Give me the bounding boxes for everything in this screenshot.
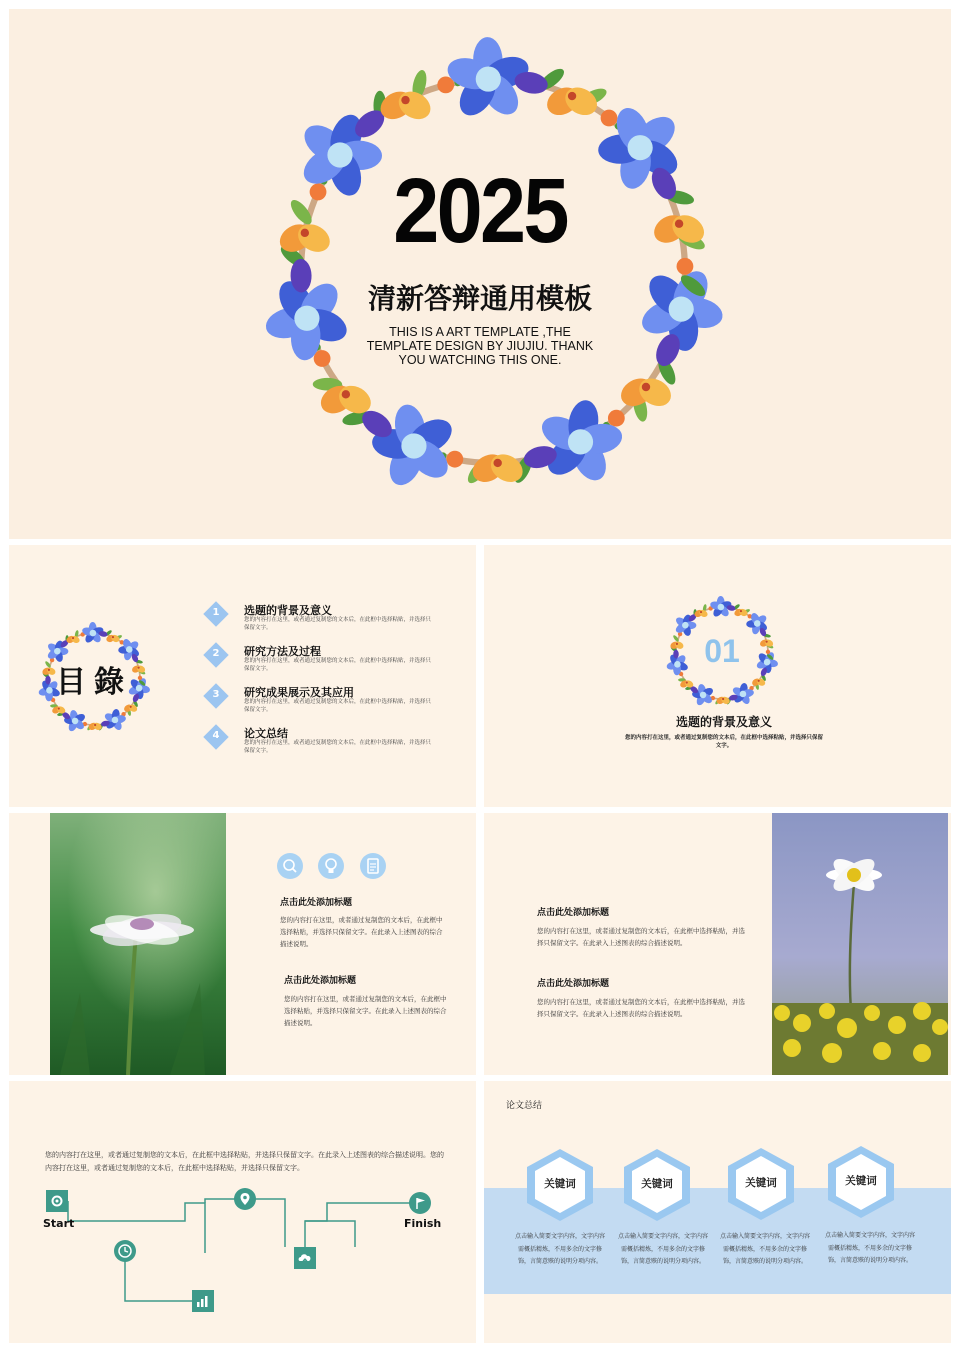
keyword-hexagon[interactable] <box>723 1146 799 1222</box>
toc-heading: 目錄 <box>56 665 132 700</box>
lightbulb-icon <box>318 853 344 879</box>
diamond-number-icon: 1 <box>204 602 228 626</box>
toc-item[interactable] <box>204 602 434 642</box>
image-text-slide[interactable] <box>9 813 476 1075</box>
keyword-label: 关键词 <box>745 1177 777 1189</box>
text-image-slide[interactable] <box>484 813 951 1075</box>
keyword-label: 关键词 <box>544 1178 576 1190</box>
section-title: 选题的背景及意义 <box>675 715 772 729</box>
block-title[interactable]: 点击此处添加标题 <box>537 979 610 989</box>
keyword-hexagon[interactable] <box>823 1144 899 1220</box>
keyword-hexagon[interactable] <box>619 1147 695 1223</box>
daisy-photo <box>50 813 226 1075</box>
toc-item-title: 研究成果展示及其应用 <box>244 686 354 699</box>
search-report-icon <box>277 853 303 879</box>
flow-start-label: Start <box>43 1217 75 1230</box>
cover-slide[interactable] <box>9 9 951 539</box>
clock-icon[interactable] <box>114 1240 136 1262</box>
block-text: 您的内容打在这里，或者通过复制您的文本后，在此框中选择粘贴，并选择只保留文字。在此录入上述图表的综合描述说明。 <box>284 995 447 1027</box>
toc-item-desc: 您的内容打在这里，或者通过复制您的文本后，在此框中选择粘贴，并选择只保留文字。 <box>244 617 432 631</box>
block-text: 您的内容打在这里，或者通过复制您的文本后，在此框中选择粘贴，并选择只保留文字。在此录入上述图表的综合描述说明。 <box>537 927 745 947</box>
location-pin-icon[interactable] <box>234 1188 256 1210</box>
toc-item-desc: 您的内容打在这里，或者通过复制您的文本后，在此框中选择粘贴，并选择只保留文字。 <box>244 740 432 754</box>
section-desc: 您的内容打在这里，或者通过复制您的文本后，在此框中选择粘贴，并选择只保留文字。 <box>624 735 823 749</box>
cover-subtitle: THIS IS A ART TEMPLATE ,THE TEMPLATE DESIGN BY JIUJIU. THANK YOU WATCHING THIS ONE. <box>366 325 594 367</box>
toc-item[interactable] <box>204 684 434 724</box>
block-text: 您的内容打在这里，或者通过复制您的文本后，在此框中选择粘贴，并选择只保留文字。在此录入上述图表的综合描述说明。 <box>537 998 745 1018</box>
flow-description: 您的内容打在这里，或者通过复制您的文本后，在此框中选择粘贴，并选择只保留文字。在此录入上述图表的综合描述说明。您的内容打在这里，或者通过复制您的文本后，在此框中选择粘贴，并选择只保留文字。 <box>45 1151 444 1172</box>
toc-item[interactable] <box>204 725 434 765</box>
bar-chart-icon[interactable] <box>192 1290 214 1312</box>
cover-title: 清新答辩通用模板 <box>367 282 592 315</box>
keyword-hexagon[interactable] <box>522 1147 598 1223</box>
keyword-desc: 点击输入简要文字内容，文字内容需概括精炼，不用多余的文字修饰，言简意赅的说明分项内容。 <box>617 1233 708 1265</box>
diamond-number-icon: 2 <box>204 643 228 667</box>
diamond-number-icon: 4 <box>204 725 228 749</box>
keywords-slide[interactable] <box>484 1081 951 1343</box>
flag-icon[interactable] <box>409 1192 431 1214</box>
keyword-desc: 点击输入简要文字内容，文字内容需概括精炼，不用多余的文字修饰，言简意赅的说明分项内容。 <box>824 1232 915 1264</box>
toc-item-title: 研究方法及过程 <box>244 645 321 658</box>
block-title[interactable]: 点击此处添加标题 <box>537 908 610 918</box>
flow-slide[interactable] <box>9 1081 476 1343</box>
toc-item[interactable] <box>204 643 434 683</box>
section-number: 01 <box>704 633 740 669</box>
keyword-desc: 点击输入简要文字内容，文字内容需概括精炼，不用多余的文字修饰，言简意赅的说明分项内容。 <box>514 1233 605 1265</box>
toc-item-desc: 您的内容打在这里，或者通过复制您的文本后，在此框中选择粘贴，并选择只保留文字。 <box>244 699 432 713</box>
block-title[interactable]: 点击此处添加标题 <box>280 898 353 908</box>
clipboard-icon <box>360 853 386 879</box>
keywords-title: 论文总结 <box>506 1101 543 1111</box>
toc-item-desc: 您的内容打在这里，或者通过复制您的文本后，在此框中选择粘贴，并选择只保留文字。 <box>244 658 432 672</box>
cover-year: 2025 <box>393 160 567 262</box>
daisy-field-photo <box>772 813 948 1075</box>
keyword-label: 关键词 <box>845 1175 877 1187</box>
diamond-number-icon: 3 <box>204 684 228 708</box>
section-slide[interactable] <box>484 545 951 807</box>
block-text: 您的内容打在这里，或者通过复制您的文本后，在此框中选择粘贴，并选择只保留文字。在此录入上述图表的综合描述说明。 <box>280 916 443 948</box>
flow-path-diagram <box>9 1081 476 1343</box>
block-title[interactable]: 点击此处添加标题 <box>284 976 357 986</box>
toc-slide[interactable] <box>9 545 476 807</box>
keyword-desc: 点击输入简要文字内容，文字内容需概括精炼，不用多余的文字修饰，言简意赅的说明分项内容。 <box>719 1233 810 1265</box>
flow-finish-label: Finish <box>404 1217 442 1230</box>
cloud-upload-icon[interactable] <box>294 1247 316 1269</box>
keyword-label: 关键词 <box>641 1178 673 1190</box>
toc-item-title: 选题的背景及意义 <box>244 604 332 617</box>
floral-wreath-decoration <box>9 9 951 539</box>
toc-item-title: 论文总结 <box>244 727 288 740</box>
gear-icon[interactable] <box>46 1190 68 1212</box>
